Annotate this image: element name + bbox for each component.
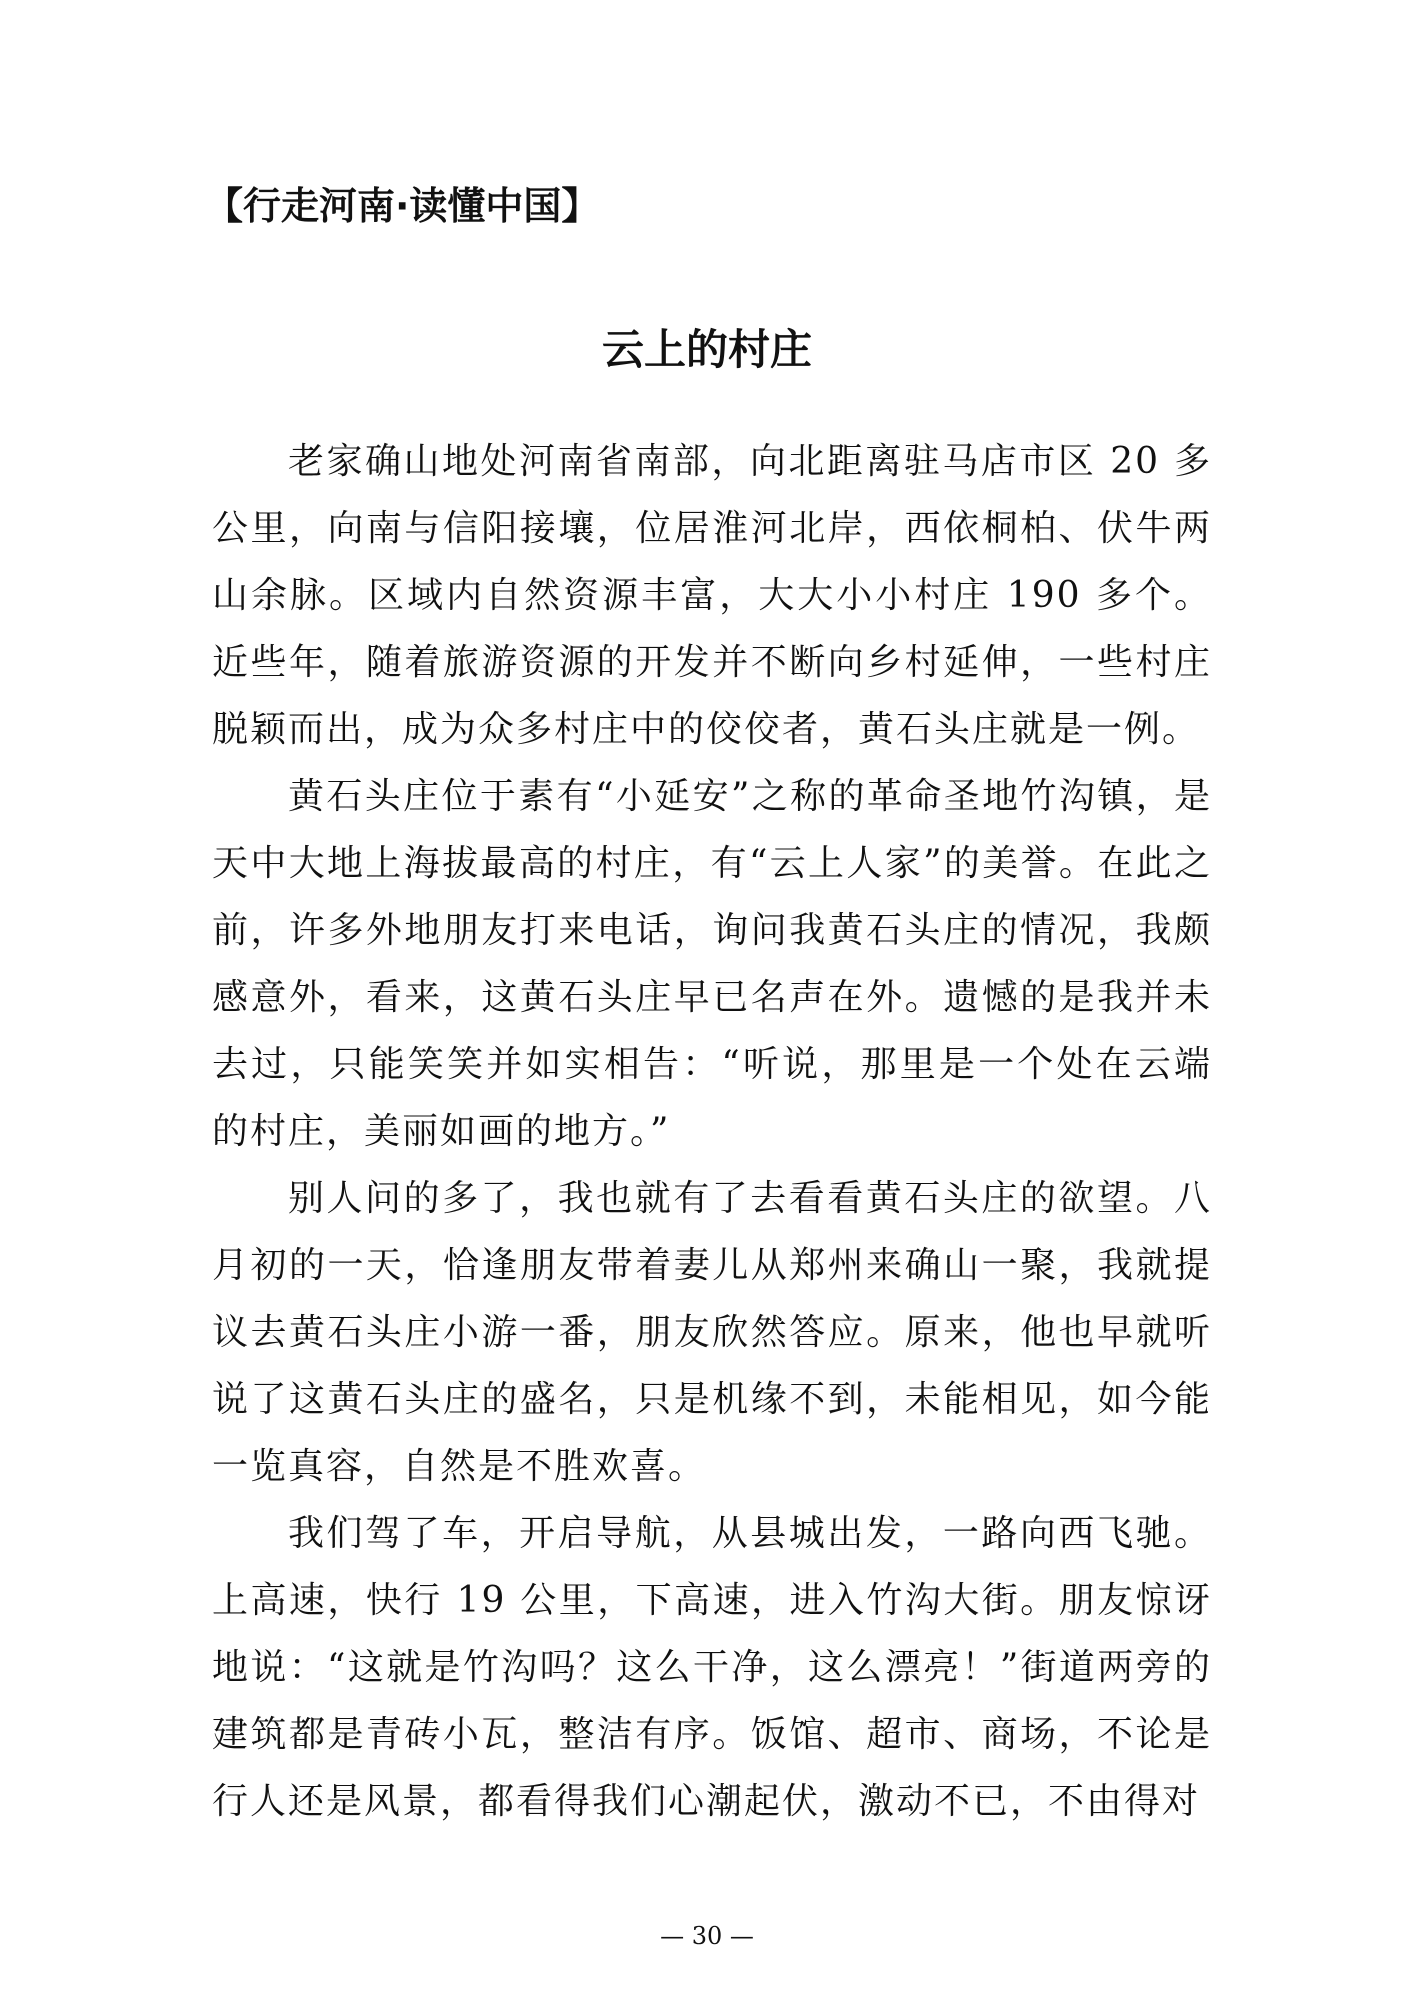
article-title: 云上的村庄 (601, 325, 812, 374)
paragraph: 黄石头庄位于素有“小延安”之称的革命圣地竹沟镇，是天中大地上海拔最高的村庄，有“云上人家”的美誉。在此之前，许多外地朋友打来电话，询问我黄石头庄的情况，我颇感意外，看来，这黄石头庄早已名声在外。遗憾的是我并未去过，只能笑笑并如实相告：“听说，那里是一个处在云端的村庄，美丽如画的地方。” (212, 776, 1212, 1152)
page-number: — 30 — (660, 1922, 754, 1950)
section-tag: 【行走河南·读懂中国】 (205, 184, 600, 228)
paragraph: 我们驾了车，开启导航，从县城出发，一路向西飞驰。上高速，快行 19 公里，下高速，进入竹沟大街。朋友惊讶地说：“这就是竹沟吗？这么干净，这么漂亮！”街道两旁的建筑都是青砖小瓦，整洁有序。饭馆、超市、商场，不论是行人还是风景，都看得我们心潮起伏，激动不已，不由得对 (212, 1513, 1212, 1822)
article-body (212, 428, 1212, 1835)
paragraph: 别人问的多了，我也就有了去看看黄石头庄的欲望。八月初的一天，恰逢朋友带着妻儿从郑州来确山一聚，我就提议去黄石头庄小游一番，朋友欣然答应。原来，他也早就听说了这黄石头庄的盛名，只是机缘不到，未能相见，如今能一览真容，自然是不胜欢喜。 (212, 1178, 1212, 1487)
paragraph: 老家确山地处河南省南部，向北距离驻马店市区 20 多公里，向南与信阳接壤，位居淮河北岸，西依桐柏、伏牛两山余脉。区域内自然资源丰富，大大小小村庄 190 多个。近些年，随着旅游资源的开发并不断向乡村延伸，一些村庄脱颖而出，成为众多村庄中的佼佼者，黄石头庄就是一例。 (212, 441, 1212, 750)
